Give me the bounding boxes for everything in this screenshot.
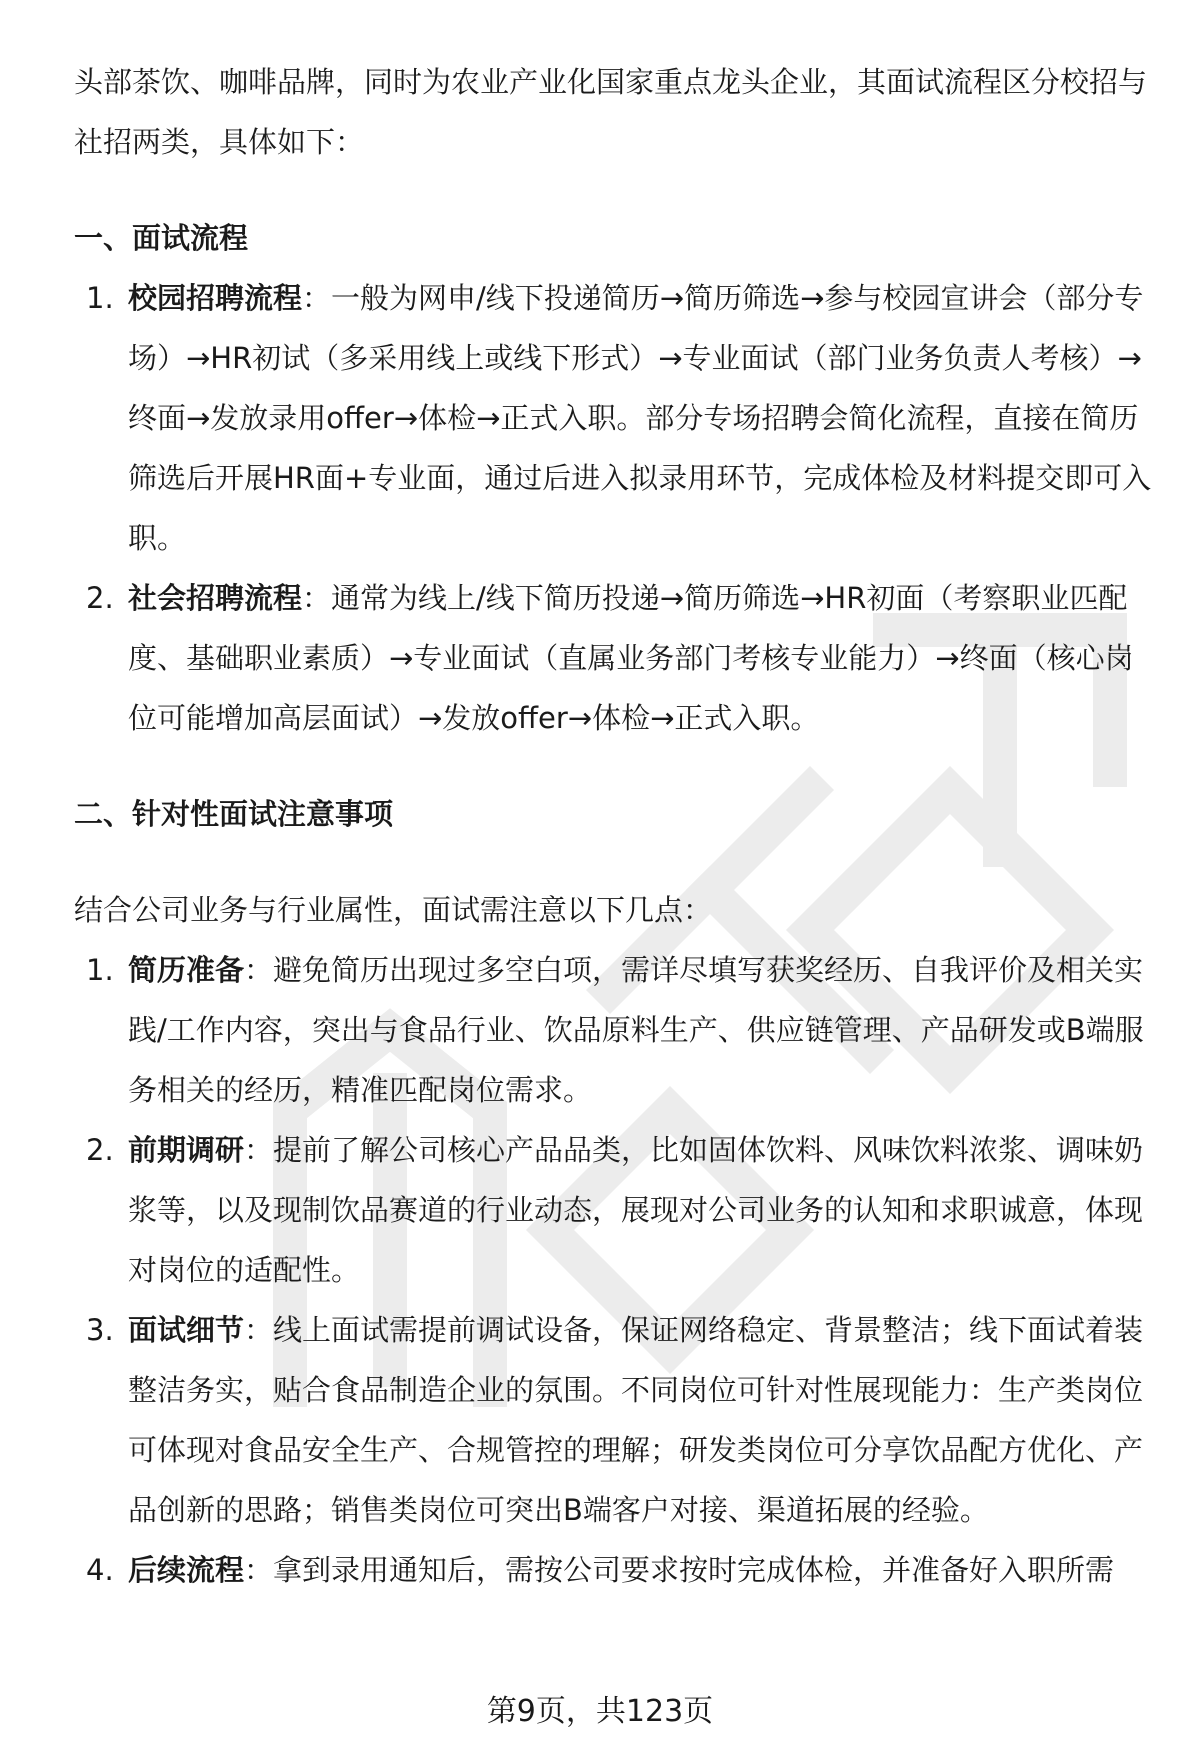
list-term: 社会招聘流程	[128, 581, 303, 615]
list-number: 2.	[86, 1133, 114, 1167]
list-text: ：提前了解公司核心产品品类，比如固体饮料、风味饮料浓浆、调味奶浆等，以及现制饮品赛道的行业动态，展现对公司业务的认知和求职诚意，体现对岗位的适配性。	[128, 1133, 1144, 1287]
list-text: ：通常为线上/线下简历投递→简历筛选→HR初面（考察职业匹配度、基础职业素质）→专业面试（直属业务部门考核专业能力）→终面（核心岗位可能增加高层面试）→发放offer→体检→正式入职。	[128, 581, 1134, 735]
section-intro-paragraph: 结合公司业务与行业属性，面试需注意以下几点：	[74, 893, 713, 927]
section-heading-interview-process: 一、面试流程	[74, 221, 249, 255]
document-page	[74, 52, 1154, 1600]
page-number-footer: 第9页，共123页	[486, 1694, 714, 1729]
list-text: ：线上面试需提前调试设备，保证网络稳定、背景整洁；线下面试着装整洁务实，贴合食品制造企业的氛围。不同岗位可针对性展现能力：生产类岗位可体现对食品安全生产、合规管控的理解；研发类岗位可分享饮品配方优化、产品创新的思路；销售类岗位可突出B端客户对接、渠道拓展的经验。	[128, 1313, 1144, 1527]
list-number: 3.	[86, 1313, 114, 1347]
list-term: 前期调研	[128, 1133, 245, 1167]
list-item	[74, 940, 1154, 1120]
list-item	[74, 1540, 1154, 1600]
list-item	[74, 1120, 1154, 1300]
process-list	[74, 268, 1154, 748]
list-term: 后续流程	[128, 1553, 245, 1587]
intro-paragraph: 头部茶饮、咖啡品牌，同时为农业产业化国家重点龙头企业，其面试流程区分校招与社招两类，具体如下：	[74, 65, 1148, 159]
list-term: 面试细节	[128, 1313, 245, 1347]
list-item	[74, 268, 1154, 568]
list-term: 简历准备	[128, 953, 245, 987]
list-text: ：一般为网申/线下投递简历→简历筛选→参与校园宣讲会（部分专场）→HR初试（多采用线上或线下形式）→专业面试（部门业务负责人考核）→终面→发放录用offer→体检→正式入职。部分专场招聘会简化流程，直接在简历筛选后开展HR面+专业面，通过后进入拟录用环节，完成体检及材料提交即可入职。	[128, 281, 1152, 555]
section-heading-interview-notes: 二、针对性面试注意事项	[74, 797, 394, 831]
list-item	[74, 568, 1154, 748]
list-number: 1.	[86, 953, 114, 987]
list-number: 1.	[86, 281, 114, 315]
list-term: 校园招聘流程	[128, 281, 303, 315]
list-number: 4.	[86, 1553, 114, 1587]
list-text: ：避免简历出现过多空白项，需详尽填写获奖经历、自我评价及相关实践/工作内容，突出与食品行业、饮品原料生产、供应链管理、产品研发或B端服务相关的经历，精准匹配岗位需求。	[128, 953, 1144, 1107]
list-item	[74, 1300, 1154, 1540]
notes-list	[74, 940, 1154, 1600]
list-text: ：拿到录用通知后，需按公司要求按时完成体检，并准备好入职所需	[244, 1553, 1115, 1587]
list-number: 2.	[86, 581, 114, 615]
